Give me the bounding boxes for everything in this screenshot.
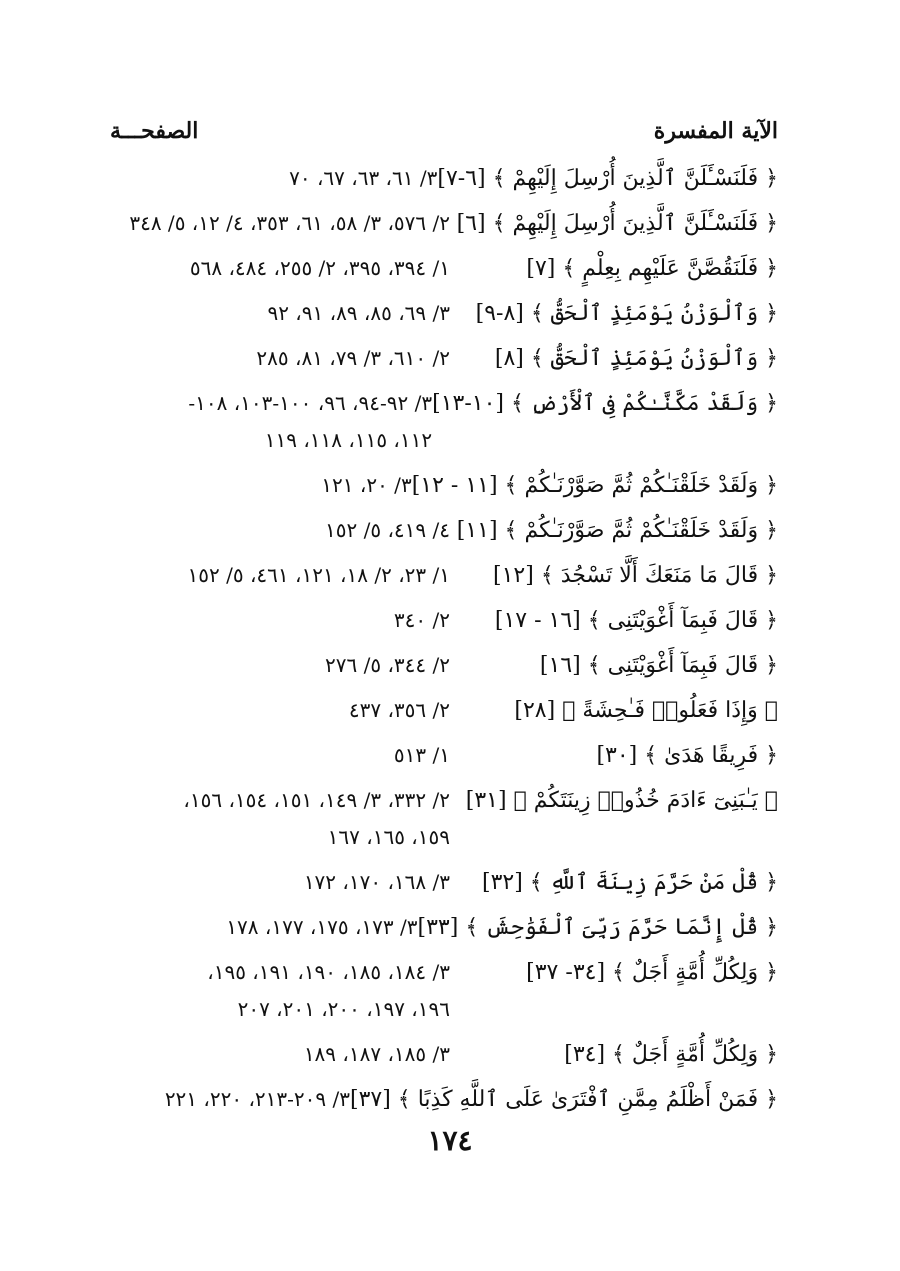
verse-reference: ﴿ قُلْ مَنْ حَرَّمَ زِينَةَ ٱللَّهِ ﴾ [٣٢] [481,870,778,895]
page-reference-line: ١/ ٣٩٤، ٣٩٥، ٢/ ٢٥٥، ٤٨٤، ٥٦٨ [189,256,450,280]
page-reference-line: ١٩٦، ١٩٧، ٢٠٠، ٢٠١، ٢٠٧ [237,997,450,1021]
page-reference-line: ٢/ ٣٤٠ [393,608,450,632]
page-references [110,467,412,504]
page-references [110,909,418,946]
table-row [110,1081,778,1118]
verse-reference: ﴿ يَـٰبَنِىٓ ءَادَمَ خُذُوا۟ زِينَتَكُمْ ﴾ [٣١] [465,788,778,813]
page-reference-line: ١١٢، ١١٥، ١١٨، ١١٩ [264,428,433,452]
page-references [110,1081,350,1118]
page-reference-line: ٣/ ٩٢-٩٤، ٩٦، ١٠٠-١٠٣، ١٠٨- [188,391,433,415]
page-references [110,160,437,197]
verse-reference: ﴿ فَلَنَقُصَّنَّ عَلَيْهِم بِعِلْمٍ ﴾ [٧] [526,256,778,281]
page-references [110,864,450,901]
page-reference-line: ١٥٩، ١٦٥، ١٦٧ [327,825,450,849]
verse-reference: ﴿ وَلَقَدْ خَلَقْنَـٰكُمْ ثُمَّ صَوَّرْنَـٰكُمْ ﴾ [١١ - ١٢] [411,473,778,498]
table-row [110,602,778,639]
page-reference-line: ٣/ ٢٠، ١٢١ [321,473,412,497]
page-references [110,512,450,549]
verse-reference: ﴿ وَلَقَدْ خَلَقْنَـٰكُمْ ثُمَّ صَوَّرْنَـٰكُمْ ﴾ [١١] [456,518,778,543]
page-reference-line: ٣/ ٦٩، ٨٥، ٨٩، ٩١، ٩٢ [267,301,450,325]
verse-reference: ﴿ وَٱلْوَزْنُ يَوْمَئِذٍ ٱلْحَقُّ ﴾ [٨-٩] [475,301,778,326]
verse-reference: ﴿ فَمَنْ أَظْلَمُ مِمَّنِ ٱفْتَرَىٰ عَلَى ٱللَّهِ كَذِبًا ﴾ [٣٧] [350,1087,778,1112]
page-reference-line: ٣/ ١٦٨، ١٧٠، ١٧٢ [303,870,450,894]
verse-reference: ﴿ وَإِذَا فَعَلُوا۟ فَـٰحِشَةً ﴾ [٢٨] [514,698,778,723]
index-table [110,160,778,1126]
page-reference-line: ٢/ ٣٥٦، ٤٣٧ [348,698,450,722]
page-number: ١٧٤ [427,1124,473,1157]
page-reference-line: ٢/ ٥٧٦، ٣/ ٥٨، ٦١، ٣٥٣، ٤/ ١٢، ٥/ ٣٤٨ [129,211,450,235]
page-references [110,340,450,377]
page-references [110,557,450,594]
table-row [110,160,778,197]
page-references [110,692,450,729]
page-reference-line: ١/ ٢٣، ٢/ ١٨، ١٢١، ٤٦١، ٥/ ١٥٢ [187,563,450,587]
verse-reference: ﴿ وَلِكُلِّ أُمَّةٍ أَجَلٌ ﴾ [٣٤] [564,1042,778,1067]
page-reference-line: ٢/ ٣٣٢، ٣/ ١٤٩، ١٥١، ١٥٤، ١٥٦، [183,788,450,812]
verse-column-heading: الآية المفسرة [653,118,778,144]
table-row [110,737,778,774]
table-row [110,385,778,459]
table-row [110,340,778,377]
page-reference-line: ٣/ ١٨٤، ١٨٥، ١٩٠، ١٩١، ١٩٥، [207,960,450,984]
table-row [110,692,778,729]
page-references [110,1036,450,1073]
verse-reference: ﴿ فَرِيقًا هَدَىٰ ﴾ [٣٠] [596,743,778,768]
verse-reference: ﴿ وَلَقَدْ مَكَّنَّـٰكُمْ فِى ٱلْأَرْضِ ﴾ [١٠-١٣] [432,391,778,416]
page-references [110,782,450,856]
page-reference-line: ٣/ ٢٠٩-٢١٣، ٢٢٠، ٢٢١ [164,1087,350,1111]
table-row [110,864,778,901]
verse-reference: ﴿ قَالَ مَا مَنَعَكَ أَلَّا تَسْجُدَ ﴾ [١٢] [493,563,778,588]
page-reference-line: ٤/ ٤١٩، ٥/ ١٥٢ [325,518,450,542]
table-row [110,512,778,549]
verse-reference: ﴿ وَلِكُلِّ أُمَّةٍ أَجَلٌ ﴾ [٣٤- ٣٧] [526,960,778,985]
page-reference-line: ٢/ ٦١٠، ٣/ ٧٩، ٨١، ٢٨٥ [256,346,450,370]
table-row [110,909,778,946]
page-reference-line: ٣/ ١٨٥، ١٨٧، ١٨٩ [303,1042,450,1066]
page-column-heading: الصفحـــة [110,118,199,144]
page-references [110,385,432,459]
page-reference-line: ٢/ ٣٤٤، ٥/ ٢٧٦ [325,653,450,677]
table-row [110,250,778,287]
page-references [110,295,450,332]
table-row [110,557,778,594]
table-row [110,954,778,1028]
table-row [110,205,778,242]
table-row [110,467,778,504]
page-references [110,954,450,1028]
table-row [110,782,778,856]
verse-reference: ﴿ قُلْ إِنَّمَا حَرَّمَ رَبِّىَ ٱلْفَوَٰحِشَ ﴾ [٣٣] [417,915,778,940]
page-reference-line: ١/ ٥١٣ [393,743,450,767]
page-reference-line: ٣/ ٦١، ٦٣، ٦٧، ٧٠ [289,166,438,190]
verse-reference: ﴿ قَالَ فَبِمَآ أَغْوَيْتَنِى ﴾ [١٦ - ١٧] [494,608,778,633]
page-references [110,647,450,684]
page-reference-line: ٣/ ١٧٣، ١٧٥، ١٧٧، ١٧٨ [226,915,418,939]
table-row [110,647,778,684]
page-references [110,205,450,242]
page-references [110,737,450,774]
page-references [110,250,450,287]
verse-reference: ﴿ فَلَنَسْـَٔلَنَّ ٱلَّذِينَ أُرْسِلَ إِلَيْهِمْ ﴾ [٦-٧] [437,166,778,191]
table-header [110,118,778,144]
verse-reference: ﴿ وَٱلْوَزْنُ يَوْمَئِذٍ ٱلْحَقُّ ﴾ [٨] [494,346,778,371]
table-row [110,295,778,332]
verse-reference: ﴿ فَلَنَسْـَٔلَنَّ ٱلَّذِينَ أُرْسِلَ إِلَيْهِمْ ﴾ [٦] [456,211,778,236]
verse-reference: ﴿ قَالَ فَبِمَآ أَغْوَيْتَنِى ﴾ [١٦] [539,653,778,678]
table-row [110,1036,778,1073]
page-references [110,602,450,639]
